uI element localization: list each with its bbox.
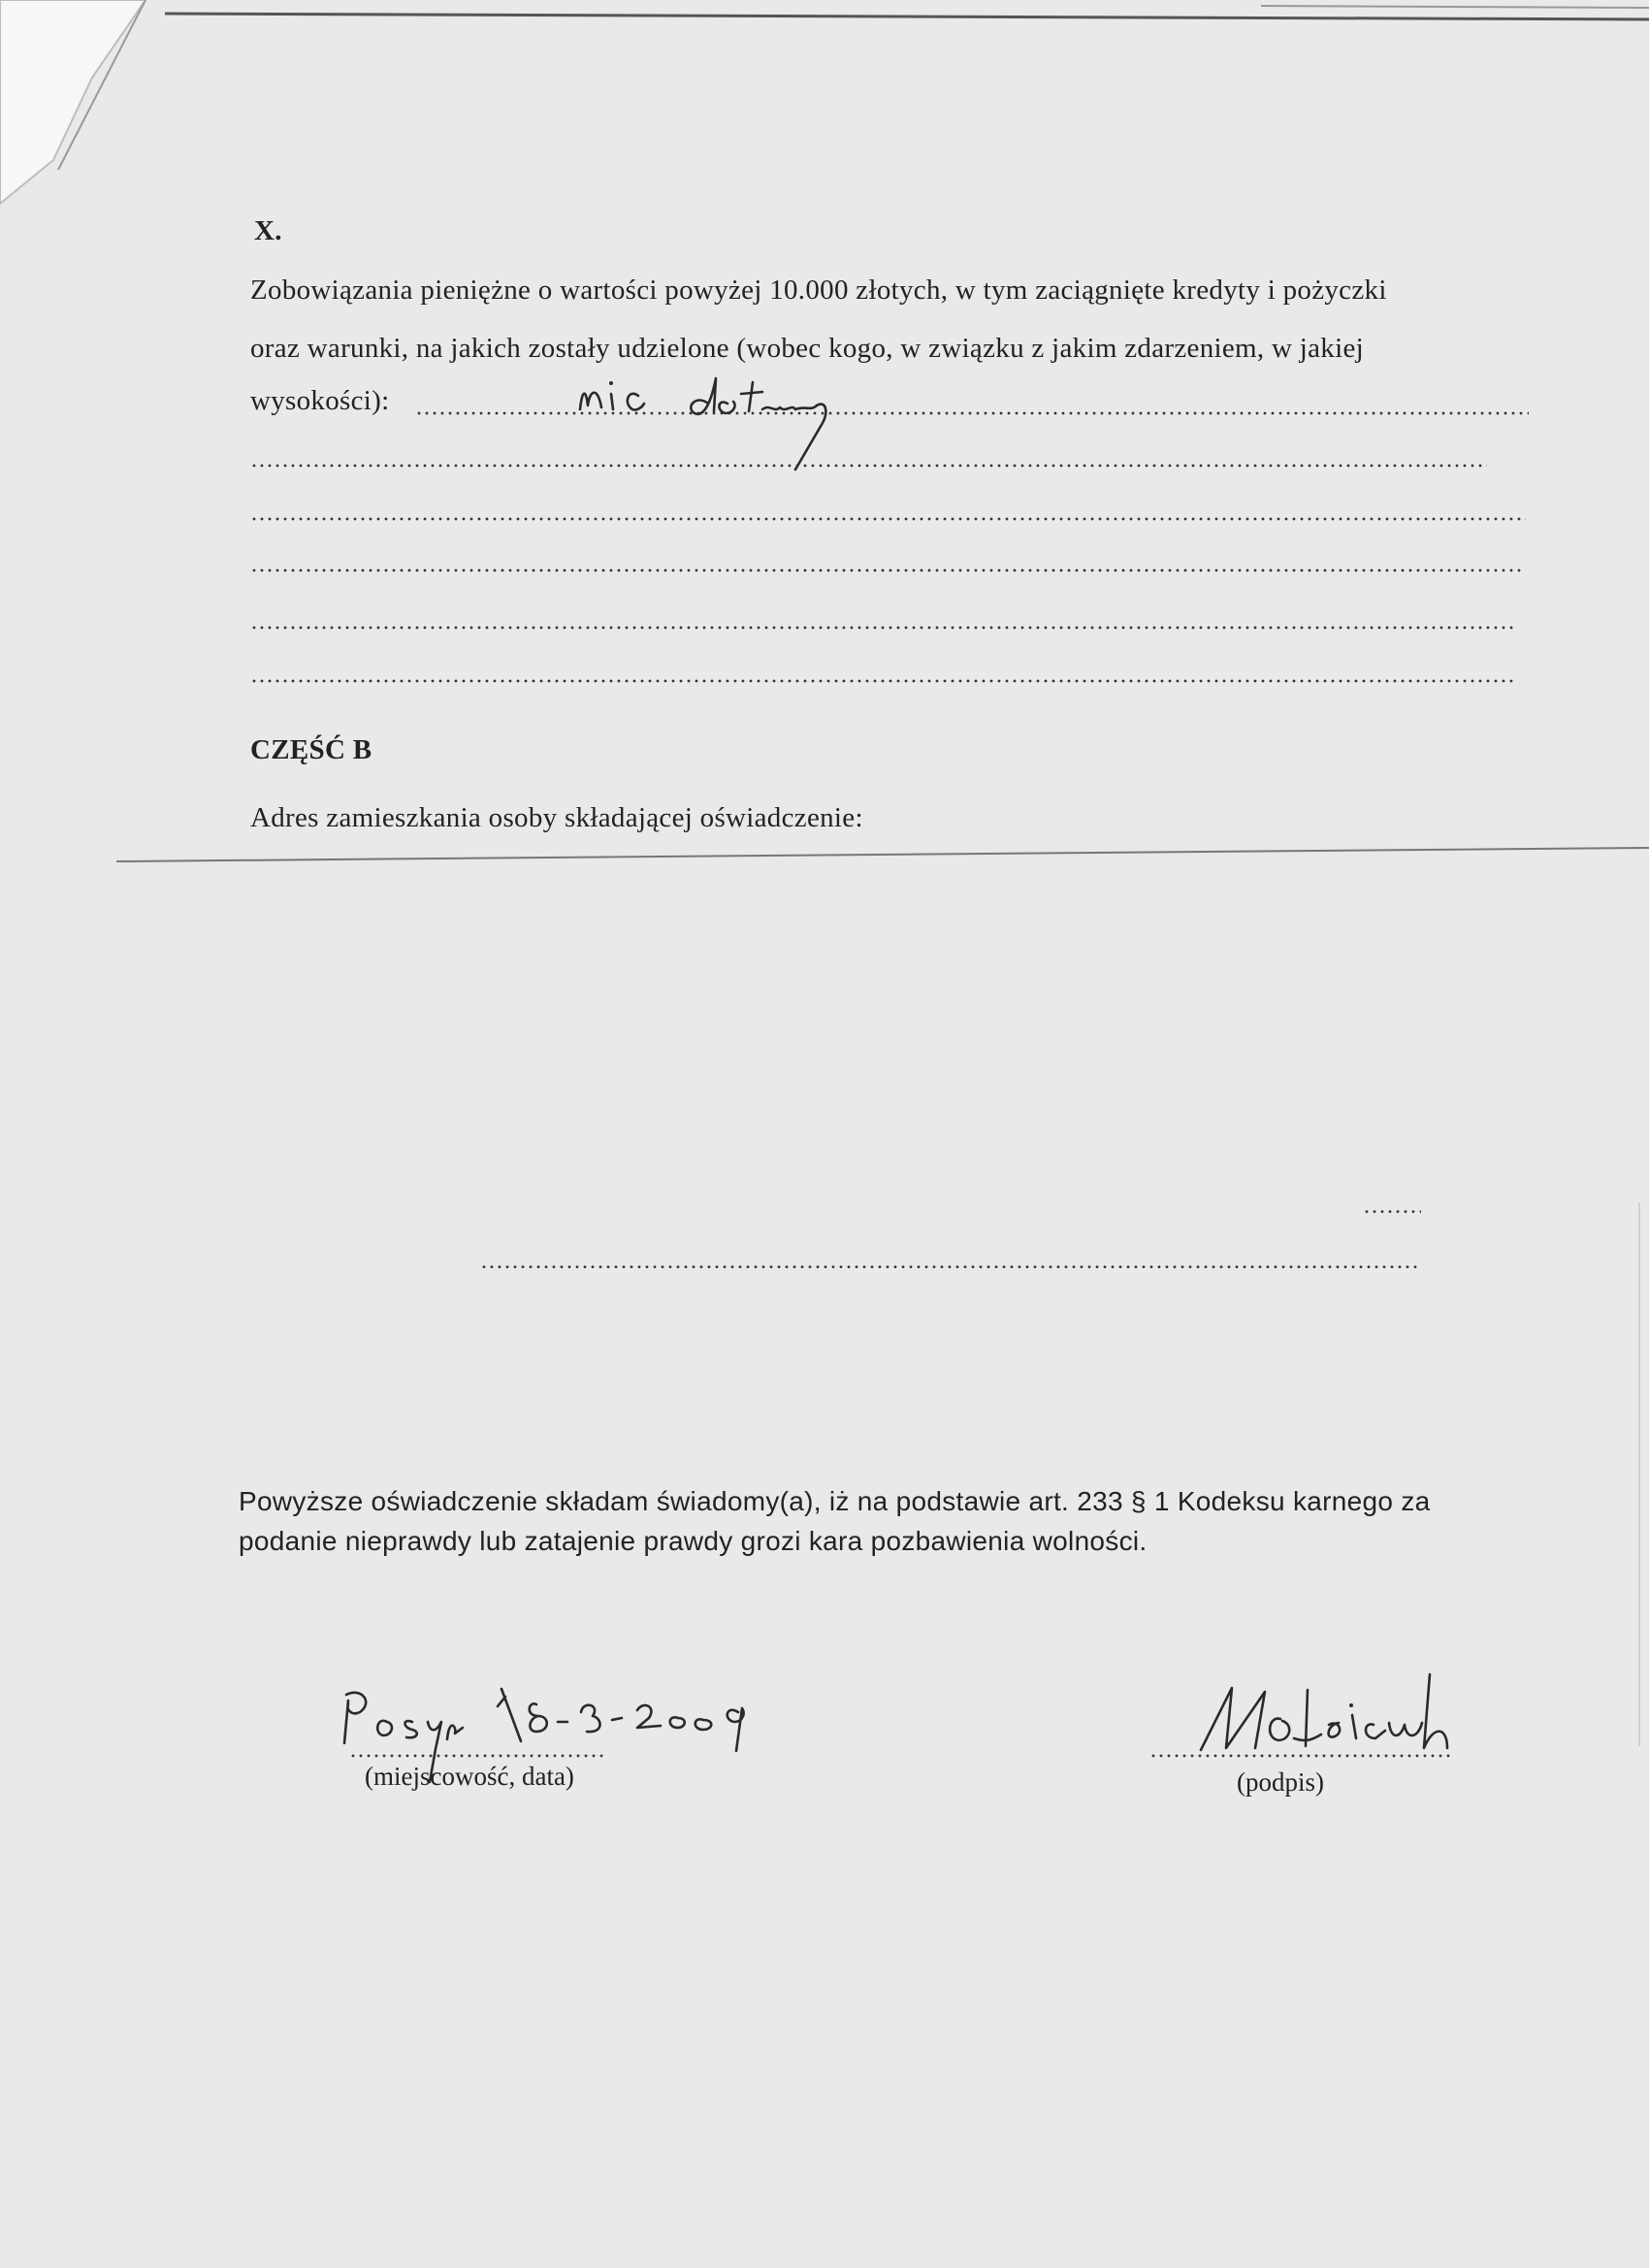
part-b-heading: CZĘŚĆ B [250, 734, 372, 765]
signature-caption: (podpis) [1237, 1767, 1324, 1797]
signature-line [1149, 1754, 1450, 1758]
part-b-address-label: Adres zamieszkania osoby składającej oświadczenie: [250, 802, 863, 833]
section-x-heading: X. [254, 215, 282, 246]
fill-line [250, 517, 1526, 521]
section-x-line-3: wysokości): [250, 385, 390, 416]
fill-line [250, 464, 1487, 468]
fill-line [1363, 1210, 1421, 1214]
fill-line [250, 679, 1517, 683]
declaration-line-2: podanie nieprawdy lub zatajenie prawdy grozi kara pozbawienia wolności. [239, 1526, 1148, 1556]
section-x-line-1: Zobowiązania pieniężne o wartości powyżej 10.000 złotych, w tym zaciągnięte kredyty i pożyczki [250, 275, 1387, 306]
declaration-line-1: Powyższe oświadczenie składam świadomy(a), iż na podstawie art. 233 § 1 Kodeksu karnego za [239, 1486, 1431, 1516]
section-x-line-2: oraz warunki, na jakich zostały udzielone (wobec kogo, w związku z jakim zdarzeniem, w jakiej [250, 333, 1364, 364]
fill-line [480, 1265, 1421, 1269]
fill-line [250, 626, 1517, 630]
place-date-caption: (miejscowość, data) [365, 1762, 574, 1791]
place-date-line [349, 1754, 606, 1758]
fill-line [250, 568, 1521, 572]
